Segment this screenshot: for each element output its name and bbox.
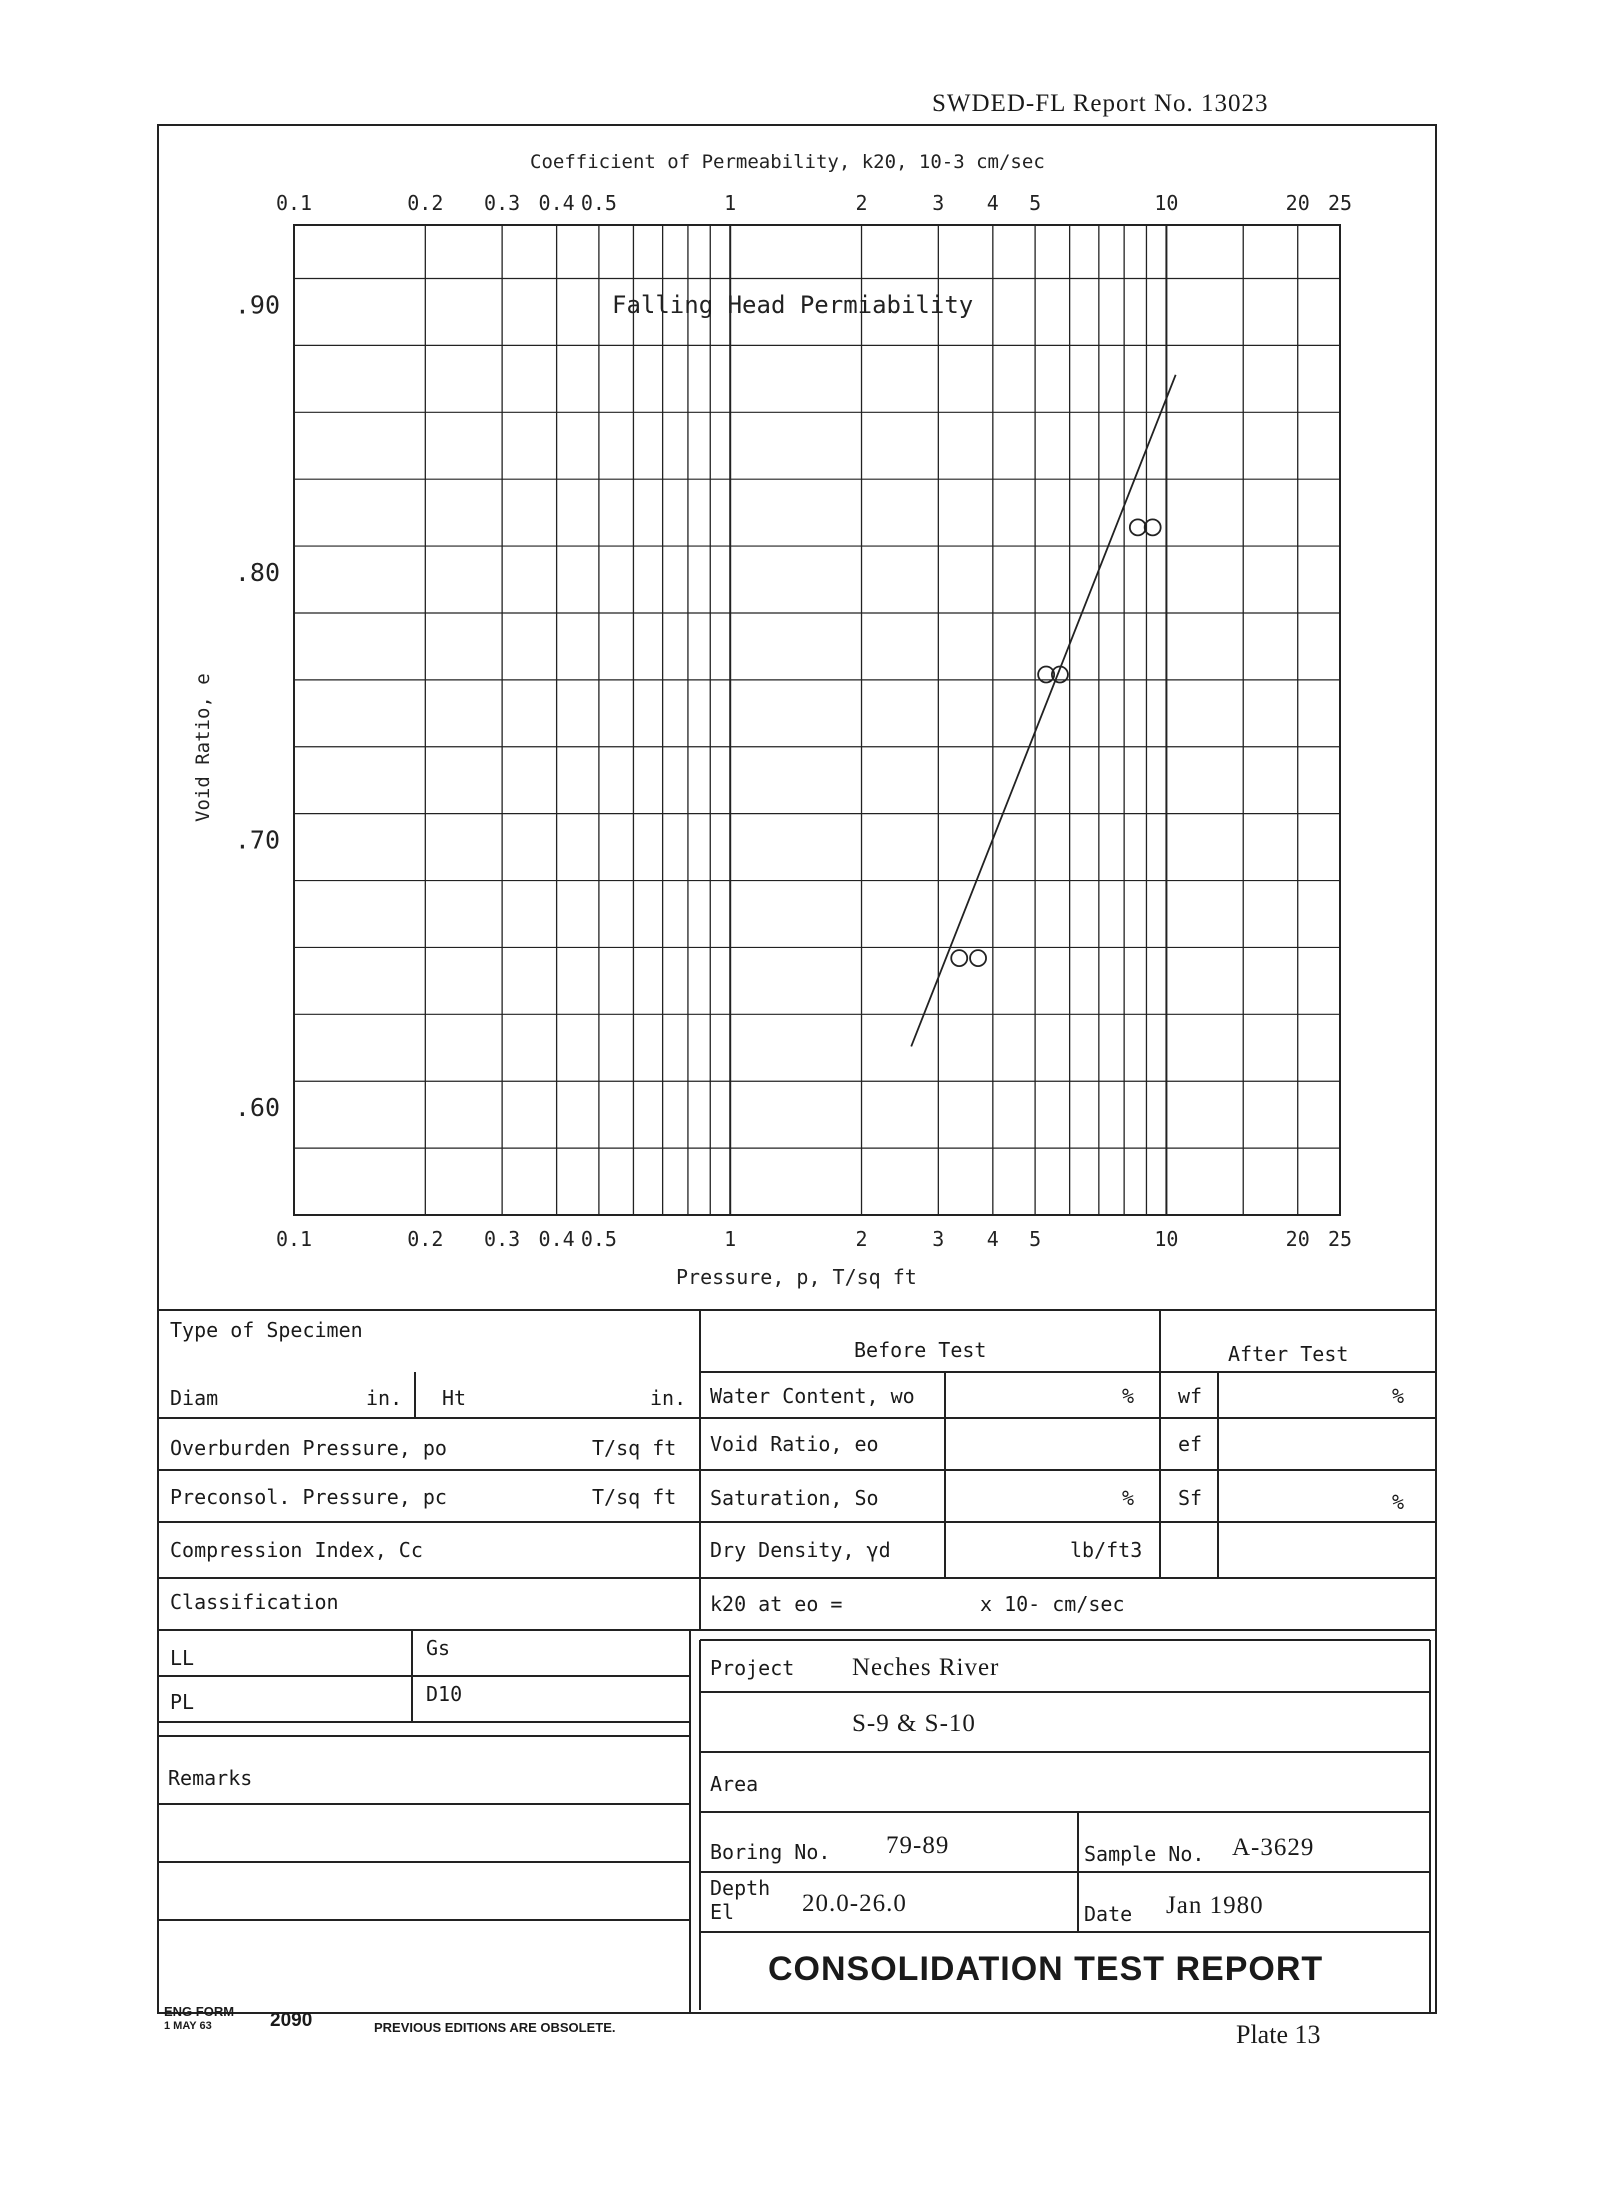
x-tick-label-top: 0.5: [580, 191, 617, 215]
saturation-label: Saturation, So: [710, 1486, 879, 1510]
x-tick-label-top: 0.2: [407, 191, 444, 215]
data-point: [970, 950, 986, 966]
ll-label: LL: [170, 1646, 195, 1670]
x-tick-label-bottom: 0.1: [275, 1227, 313, 1251]
x-tick-label-top: 0.4: [538, 191, 575, 215]
data-point: [951, 950, 967, 966]
eng-form-label: ENG FORM: [164, 2004, 235, 2019]
x-tick-label-top: 20: [1285, 191, 1310, 215]
dry-density-label: Dry Density, γd: [710, 1538, 891, 1562]
x-tick-label-bottom: 0.4: [538, 1227, 575, 1251]
project-value-2: S-9 & S-10: [852, 1710, 976, 1737]
compression-index-label: Compression Index, Cc: [170, 1538, 423, 1562]
x-tick-label-top: 10: [1154, 191, 1179, 215]
x-tick-label-top: 1: [724, 191, 737, 215]
wf-unit: %: [1392, 1384, 1405, 1408]
obsolete-note: PREVIOUS EDITIONS ARE OBSOLETE.: [374, 2020, 616, 2035]
x-tick-label-bottom: 3: [932, 1227, 945, 1251]
x-tick-label-bottom: 2: [855, 1227, 868, 1251]
top-axis-label: Coefficient of Permeability, k20, 10-3 cm/sec: [530, 151, 1045, 173]
sample-no-label: Sample No.: [1084, 1842, 1205, 1866]
overburden-label: Overburden Pressure, po: [170, 1436, 447, 1460]
report-number: SWDED-FL Report No. 13023: [932, 90, 1269, 117]
remarks-label: Remarks: [168, 1766, 253, 1790]
sf-label: Sf: [1178, 1486, 1203, 1510]
x-tick-label-bottom: 0.2: [407, 1227, 444, 1251]
before-test-header: Before Test: [854, 1338, 987, 1362]
y-tick-label: .90: [234, 290, 280, 320]
form-date: 1 MAY 63: [164, 2020, 212, 2032]
y-tick-label: .70: [234, 825, 280, 855]
saturation-unit: %: [1122, 1486, 1135, 1510]
ht-label: Ht: [442, 1386, 467, 1410]
water-content-unit: %: [1122, 1384, 1135, 1408]
plot-border: [294, 225, 1340, 1215]
chart-ticks: [235, 191, 1352, 1251]
x-tick-label-bottom: 20: [1285, 1227, 1310, 1251]
diam-unit: in.: [366, 1386, 403, 1410]
boring-no-value: 79-89: [886, 1832, 950, 1859]
plate-label: Plate 13: [1236, 2020, 1321, 2049]
classification-label: Classification: [170, 1590, 339, 1614]
ef-label: ef: [1178, 1432, 1203, 1456]
fit-line: [911, 375, 1175, 1047]
x-tick-label-top: 0.1: [275, 191, 313, 215]
sample-no-value: A-3629: [1232, 1834, 1315, 1861]
y-axis-label: Void Ratio, e: [192, 673, 214, 822]
x-tick-label-bottom: 0.3: [484, 1227, 521, 1251]
depth-value: 20.0-26.0: [802, 1890, 907, 1917]
project-label: Project: [710, 1656, 795, 1680]
x-tick-label-bottom: 10: [1154, 1227, 1179, 1251]
el-label: El: [710, 1900, 735, 1924]
x-tick-label-bottom: 1: [724, 1227, 737, 1251]
pl-label: PL: [170, 1690, 195, 1714]
data-point: [1130, 519, 1146, 535]
x-tick-label-top: 4: [986, 191, 999, 215]
x-tick-label-top: 0.3: [484, 191, 521, 215]
type-of-specimen-label: Type of Specimen: [170, 1318, 363, 1342]
chart-title: Falling Head Permiability: [612, 291, 974, 319]
chart-marks: [911, 375, 1175, 1047]
boring-no-label: Boring No.: [710, 1840, 831, 1864]
x-tick-label-bottom: 25: [1327, 1227, 1353, 1251]
y-tick-label: .60: [234, 1092, 280, 1122]
sf-unit: %: [1392, 1490, 1405, 1514]
preconsol-unit: T/sq ft: [592, 1485, 677, 1509]
x-tick-label-bottom: 5: [1029, 1227, 1042, 1251]
project-value: Neches River: [852, 1654, 1000, 1681]
dry-density-unit: lb/ft3: [1070, 1538, 1143, 1562]
k20-unit: x 10- cm/sec: [980, 1592, 1125, 1616]
chart-grid: [294, 225, 1340, 1215]
x-tick-label-bottom: 0.5: [580, 1227, 617, 1251]
x-tick-label-top: 25: [1327, 191, 1353, 215]
date-label: Date: [1084, 1902, 1133, 1926]
k20-label: k20 at eo =: [710, 1592, 843, 1616]
d10-label: D10: [426, 1682, 463, 1706]
y-tick-label: .80: [234, 557, 280, 587]
water-content-label: Water Content, wo: [710, 1384, 915, 1408]
x-axis-label: Pressure, p, T/sq ft: [676, 1265, 917, 1289]
diam-label: Diam: [170, 1386, 219, 1410]
x-tick-label-top: 5: [1029, 191, 1042, 215]
x-tick-label-bottom: 4: [986, 1227, 999, 1251]
preconsol-label: Preconsol. Pressure, pc: [170, 1485, 447, 1509]
ht-unit: in.: [650, 1386, 687, 1410]
x-tick-label-top: 3: [932, 191, 945, 215]
gs-label: Gs: [426, 1636, 451, 1660]
form-number: 2090: [270, 2010, 313, 2031]
x-tick-label-top: 2: [855, 191, 868, 215]
void-ratio-label: Void Ratio, eo: [710, 1432, 879, 1456]
wf-label: wf: [1178, 1384, 1203, 1408]
area-label: Area: [710, 1772, 759, 1796]
after-test-header: After Test: [1228, 1342, 1349, 1366]
report-title: CONSOLIDATION TEST REPORT: [768, 1950, 1324, 1988]
date-value: Jan 1980: [1166, 1892, 1264, 1919]
overburden-unit: T/sq ft: [592, 1436, 677, 1460]
depth-label: Depth: [710, 1876, 771, 1900]
